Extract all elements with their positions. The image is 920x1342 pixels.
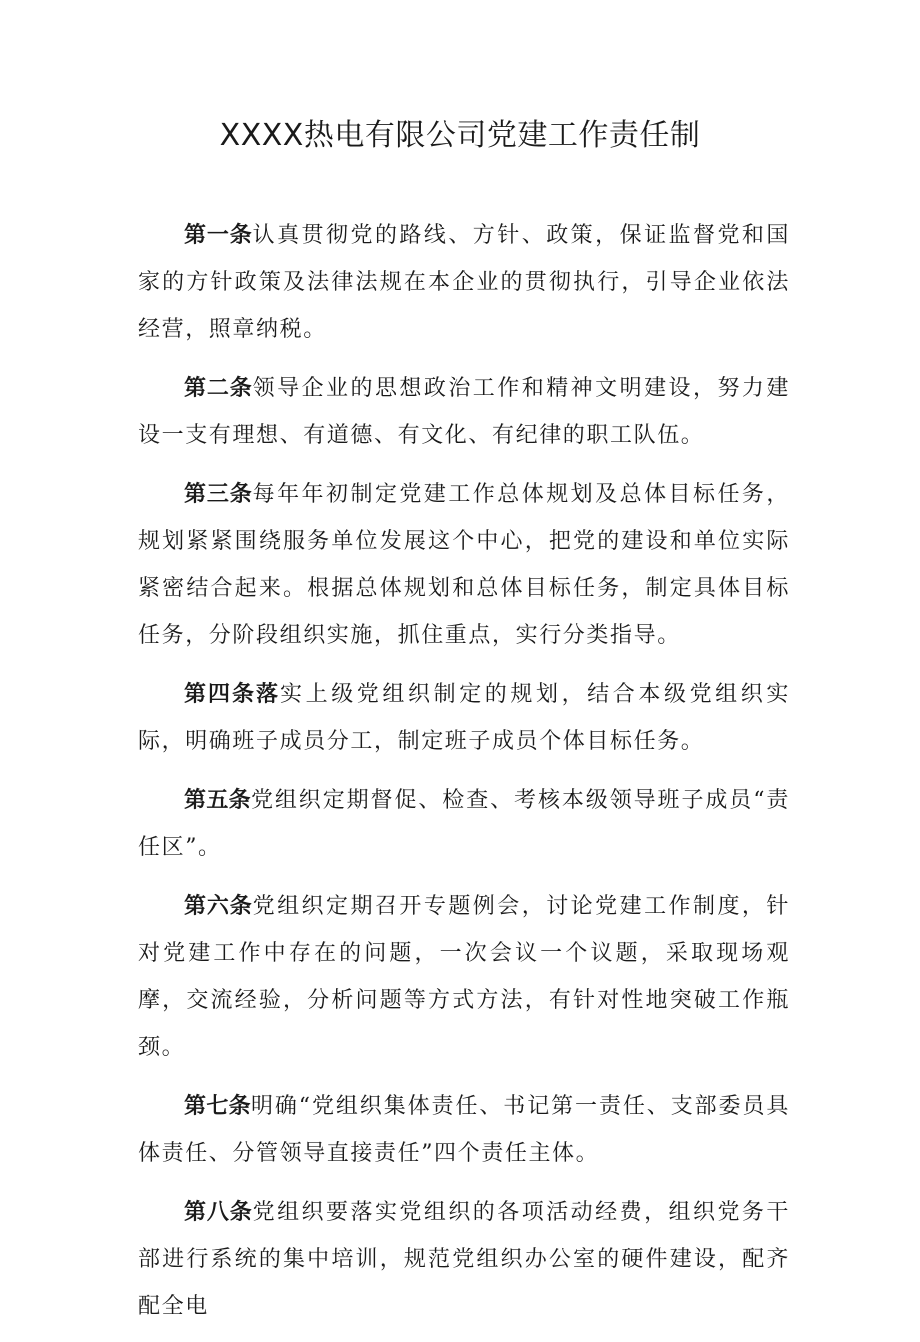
article-text: 实上级党组织制定的规划，结合本级党组织实际，明确班子成员分工，制定班子成员个体目标任务。 — [138, 682, 790, 754]
article-text: 领导企业的思想政治工作和精神文明建设，努力建设一支有理想、有道德、有文化、有纪律的职工队伍。 — [138, 376, 790, 448]
article-8 — [138, 1189, 790, 1330]
article-text: 每年年初制定党建工作总体规划及总体目标任务，规划紧紧围绕服务单位发展这个中心，把党的建设和单位实际紧密结合起来。根据总体规划和总体目标任务，制定具体目标任务，分阶段组织实施，抓住重点，实行分类指导。 — [138, 482, 790, 648]
article-number: 第二条 — [184, 376, 253, 401]
article-number: 第七条 — [184, 1094, 251, 1119]
article-text: 党组织要落实党组织的各项活动经费，组织党务干部进行系统的集中培训，规范党组织办公室的硬件建设，配齐配全电 — [138, 1200, 790, 1319]
article-text: 党组织定期召开专题例会，讨论党建工作制度，针对党建工作中存在的问题，一次会议一个议题，采取现场观摩，交流经验，分析问题等方式方法，有针对性地突破工作瓶颈。 — [138, 894, 790, 1060]
article-text: 认真贯彻党的路线、方针、政策，保证监督党和国家的方针政策及法律法规在本企业的贯彻执行，引导企业依法经营，照章纳税。 — [138, 223, 790, 342]
article-number: 第八条 — [184, 1200, 253, 1225]
article-2 — [138, 365, 790, 459]
article-3 — [138, 471, 790, 659]
article-6 — [138, 883, 790, 1071]
document-body — [138, 212, 790, 1342]
article-number: 第六条 — [184, 894, 253, 919]
article-4 — [138, 671, 790, 765]
document-title: XXXX热电有限公司党建工作责任制 — [219, 118, 701, 153]
article-text: 明确“党组织集体责任、书记第一责任、支部委员具体责任、分管领导直接责任”四个责任主体。 — [138, 1094, 790, 1166]
article-number: 第四条落 — [184, 682, 280, 707]
article-number: 第三条 — [184, 482, 253, 507]
article-number: 第五条 — [184, 788, 251, 813]
article-text: 党组织定期督促、检查、考核本级领导班子成员“责任区”。 — [138, 788, 790, 860]
article-number: 第一条 — [184, 223, 253, 248]
article-5 — [138, 777, 790, 871]
article-7 — [138, 1083, 790, 1177]
article-1 — [138, 212, 790, 353]
